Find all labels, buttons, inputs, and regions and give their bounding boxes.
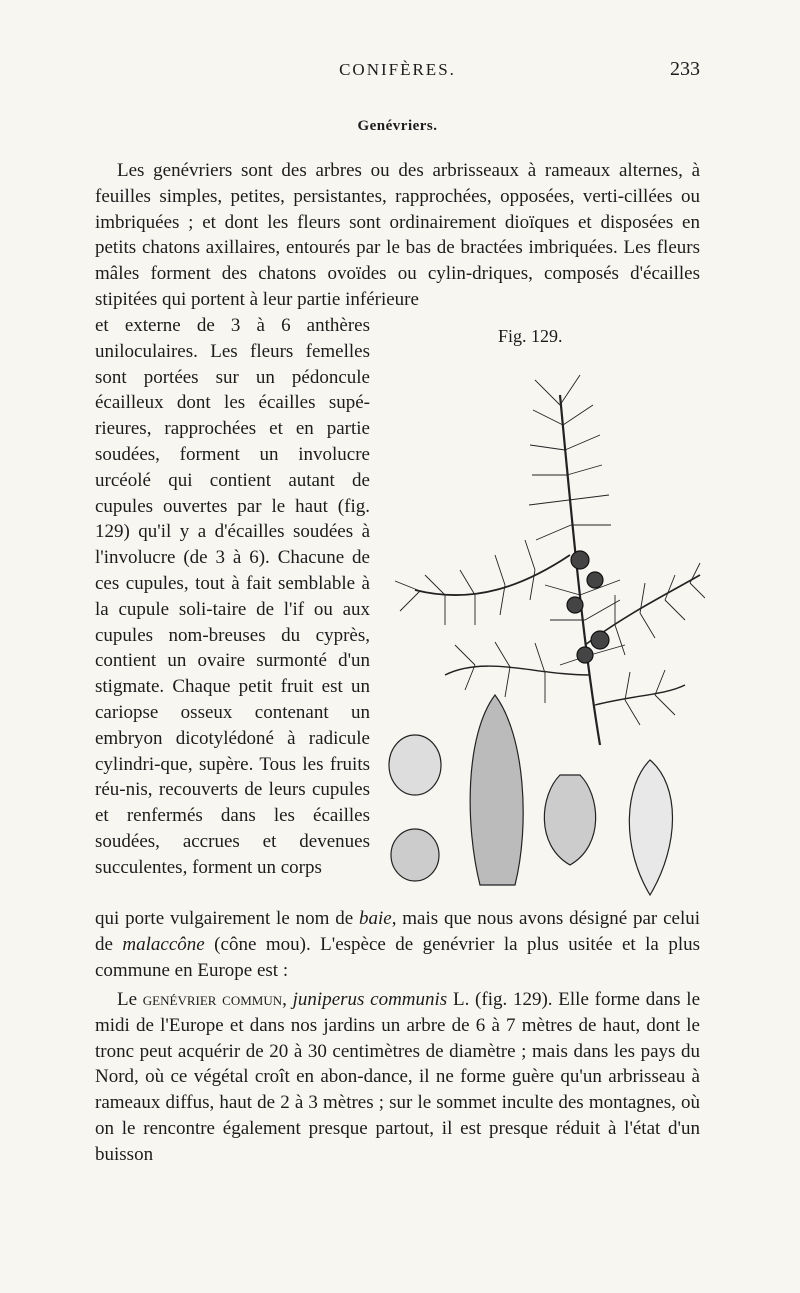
species-name: genévrier commun <box>142 989 283 1010</box>
tail-text-1: qui porte vulgairement le nom de <box>95 908 359 929</box>
para2-le: Le <box>117 989 143 1010</box>
figure-caption: Fig. 129. <box>498 326 563 346</box>
tail-text-3: (cône mou). L'espèce de genévrier la plus usitée et la plus commune en Europe est : <box>95 933 701 981</box>
juniper-illustration <box>385 355 705 905</box>
term-malaccone: malaccône <box>122 933 205 955</box>
section-title: Genévriers. <box>357 118 438 134</box>
running-title: CONIFÈRES. <box>339 60 456 79</box>
term-baie: baie <box>358 908 392 929</box>
paragraph-2 <box>95 987 700 1168</box>
paragraph-1-narrow-column: et externe de 3 à 6 anthères uniloculaires. Les fleurs femelles sont portées sur un pédoncule écailleux dont les écailles supé-rieures, rapprochées et en partie soudées, forment un involucre urcéolé qui contient autant de cupules ouvertes par le haut (fig. 129) qu'il y a d'écailles soudées à l'involucre (de 3 à 6). Chacune de ces cupules, tout à fait semblable à la cupule soli-taire de l'if ou aux cupules nom-breuses du cyprès, contient un ovaire surmonté d'un stigmate. Chaque petit fruit est un cariopse osseux contenant un embryon dicotylédoné à radicule cylindri-que, supère. Tous les fruits réu-nis, recouverts de leurs cupules et renfermés dans les écailles soudées, accrues et devenues succulentes, forment un corps <box>95 315 370 878</box>
para2-comma: , <box>282 989 293 1010</box>
paragraph-1-text: Les genévriers sont des arbres ou des arbrisseaux à rameaux alternes, à feuilles simples, petites, persistantes, rapprochées, opposées, verti-cillées ou imbriquées ; et dont les fleurs sont ordinairement dioïques et disposées en petits chatons axillaires, entourés par le bas de bractées imbriquées. Les fleurs mâles forment des chatons ovoïdes ou cylin-driques, composés d'écailles stipitées qui portent à leur partie inférieure <box>95 160 700 310</box>
running-head <box>95 58 700 84</box>
latin-name: juniperus communis <box>292 989 448 1010</box>
page-number: 233 <box>670 58 700 80</box>
para2-rest: L. (fig. 129). Elle forme dans le midi de l'Europe et dans nos jardins un arbre de 6 à 7 mètres de haut, dont le tronc peut acquérir de 20 à 30 centimètres de diamètre ; mais dans les pays du Nord, où ce végétal croît en abon-dance, il ne forme guère qu'un arbrisseau à rameaux diffus, haut de 2 à 3 mètres ; sur le sommet inculte des montagnes, où on le rencontre également presque partout, il est presque réduit à l'état d'un buisson <box>95 989 701 1165</box>
paragraph-1-full-width <box>95 158 700 313</box>
paragraph-1-tail <box>95 906 700 983</box>
tail-text-2: , mais que nous avons désigné par celui de <box>95 908 701 955</box>
